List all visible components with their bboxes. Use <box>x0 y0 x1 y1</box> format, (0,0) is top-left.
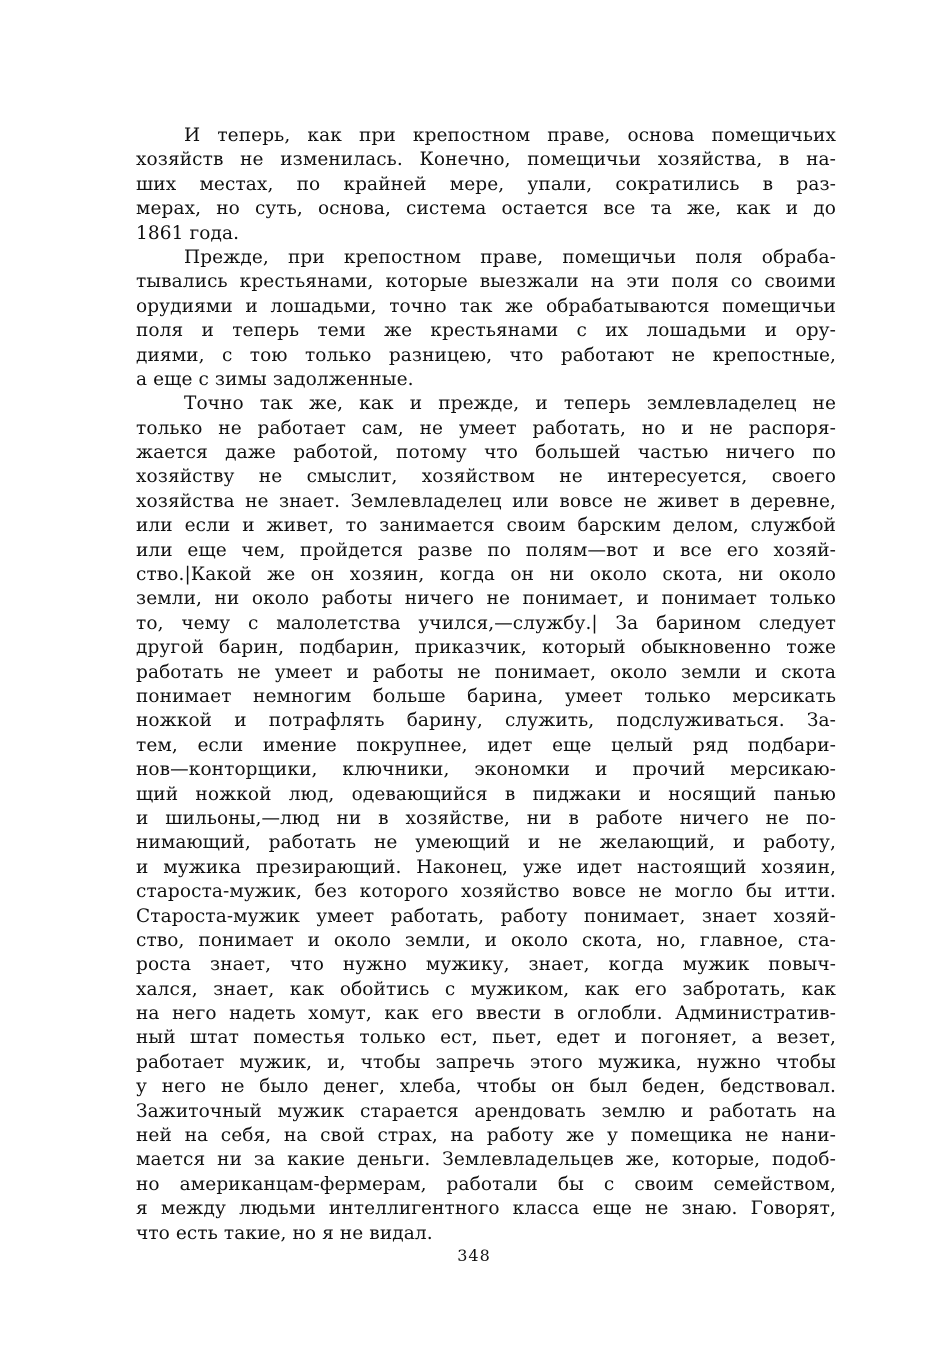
text-line: а еще с зимы задолженные. <box>136 368 414 390</box>
text-line: то, чему с малолетства учился,—службу.| За барином следует <box>136 612 836 634</box>
text-line: мерах, но суть, основа, система остается все та же, как и до <box>136 198 836 220</box>
text-line: нимающий, работать не умеющий и не желающий, и работу, <box>136 832 836 854</box>
text-line: у него не было денег, хлеба, чтобы он был беден, бедствовал. <box>136 1076 836 1098</box>
text-line: жается даже работой, потому что большей частью ничего по <box>136 442 836 464</box>
text-line: земли, ни около работы ничего не понимает, и понимает только <box>136 588 836 610</box>
text-line: ножкой и потрафлять барину, служить, подслуживаться. За- <box>136 710 836 732</box>
text-line: ство, понимает и около земли, и около скота, но, главное, ста- <box>136 929 836 951</box>
text-line: только не работает сам, не умеет работать, но и не распоря- <box>136 417 836 439</box>
text-line: понимает немногим больше барина, умеет только мерсикать <box>136 685 836 707</box>
text-line: хозяйства не знает. Землевладелец или вовсе не живет в деревне, <box>136 490 836 512</box>
text-line: Прежде, при крепостном праве, помещичьи поля обраба- <box>184 246 836 268</box>
text-line: И теперь, как при крепостном праве, основа помещичьих <box>184 125 836 146</box>
text-line: Точно так же, как и прежде, и теперь землевладелец не <box>184 393 836 415</box>
text-line: староста-мужик, без которого хозяйство вовсе не могло бы итти. <box>136 881 836 903</box>
text-line: и мужика презирающий. Наконец, уже идет настоящий хозяин, <box>136 856 836 878</box>
text-line: хозяйству не смыслит, хозяйством не интересуется, своего <box>136 466 836 488</box>
page-number: 348 <box>457 1246 491 1265</box>
text-line: ших местах, по крайней мере, упали, сократились в раз- <box>136 173 836 195</box>
text-line: работать не умеет и работы не понимает, около земли и скота <box>136 661 836 683</box>
text-line: роста знает, что нужно мужику, знает, когда мужик повыч- <box>136 954 836 976</box>
text-line: тывались крестьянами, которые выезжали на эти поля со своими <box>136 271 836 293</box>
text-line: ный штат поместья только ест, пьет, едет и погоняет, а везет, <box>136 1027 836 1049</box>
text-line: или еще чем, пройдется разве по полям—вот и все его хозяй- <box>136 539 836 561</box>
text-line: орудиями и лошадьми, точно так же обрабатываются помещичьи <box>136 295 836 317</box>
text-line: нов—конторщики, ключники, экономки и прочий мерсикаю- <box>136 759 836 781</box>
text-line: хался, знает, как обойтись с мужиком, как его забротать, как <box>136 978 836 1000</box>
text-line: и шильоны,—люд ни в хозяйстве, ни в работе ничего не по- <box>136 807 836 829</box>
text-line: или если и живет, то занимается своим барским делом, службой <box>136 515 836 537</box>
text-line: работает мужик, и, чтобы запречь этого мужика, нужно чтобы <box>136 1051 836 1073</box>
body-text <box>136 124 836 1246</box>
text-line: диями, с тою только разницею, что работают не крепостные, <box>136 344 836 366</box>
text-line: щий ножкой люд, одевающийся в пиджаки и носящий панью <box>136 783 836 805</box>
text-line: на него надеть хомут, как его ввести в оглобли. Административ- <box>136 1003 836 1025</box>
text-line: но американцам-фермерам, работали бы с своим семейством, <box>136 1173 836 1195</box>
text-line: Зажиточный мужик старается арендовать землю и работать на <box>136 1100 836 1122</box>
text-line: ней на себя, на свой страх, на работу же у помещика не нани- <box>136 1125 836 1147</box>
text-line: ство.|Какой же он хозяин, когда он ни около скота, ни около <box>136 564 836 586</box>
text-line: поля и теперь теми же крестьянами с их лошадьми и ору- <box>136 320 836 342</box>
text-line: Староста-мужик умеет работать, работу понимает, знает хозяй- <box>136 905 836 927</box>
text-line: хозяйств не изменилась. Конечно, помещичьи хозяйства, в на- <box>136 149 836 171</box>
text-line: что есть такие, но я не видал. <box>136 1222 433 1244</box>
text-line: другой барин, подбарин, приказчик, который обыкновенно тоже <box>136 637 836 659</box>
text-line: я между людьми интеллигентного класса еще не знаю. Говорят, <box>136 1198 836 1220</box>
text-line: тем, если имение покрупнее, идет еще целый ряд подбари- <box>136 734 836 756</box>
text-line: мается ни за какие деньги. Землевладельцев же, которые, подоб- <box>136 1149 836 1171</box>
text-line: 1861 года. <box>136 222 240 244</box>
